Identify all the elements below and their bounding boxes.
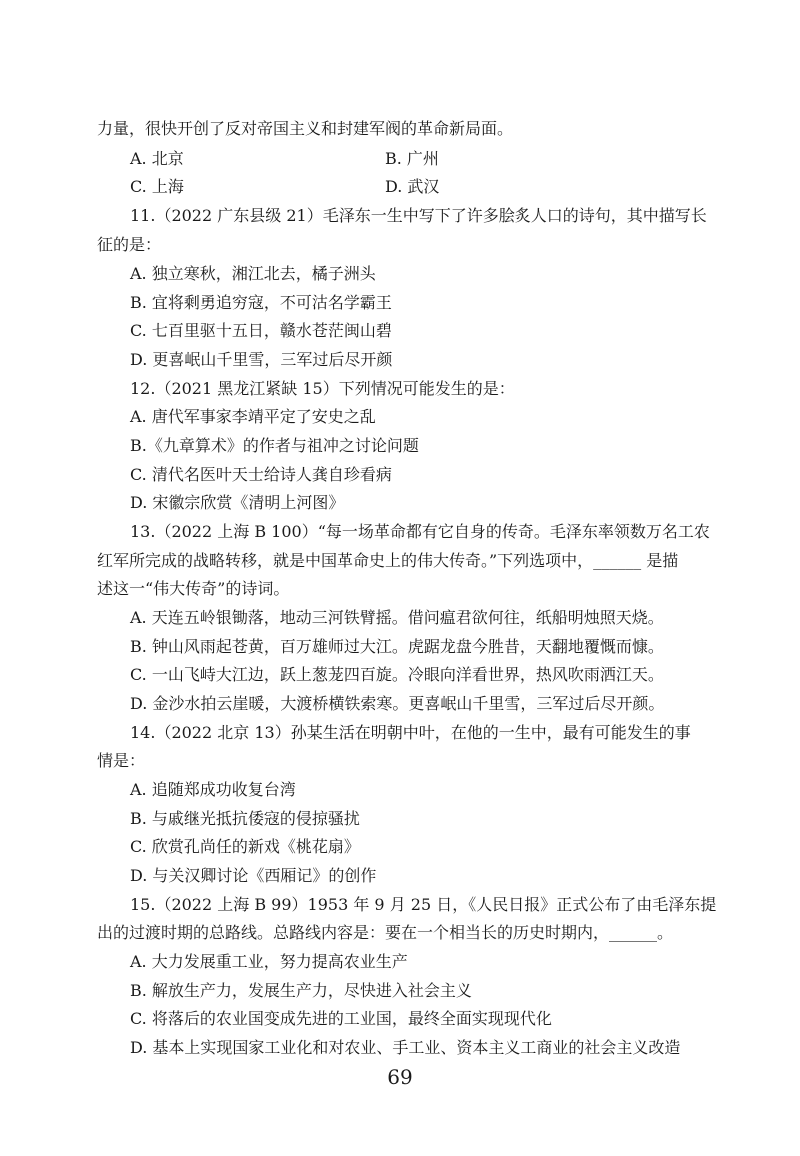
q11-stem-line2: 征的是： [97, 235, 162, 254]
q13-option-c: C. 一山飞峙大江边，跃上葱茏四百旋。冷眼向洋看世界，热风吹雨洒江天。 [130, 665, 664, 684]
q12-stem: 12.（2021 黑龙江紧缺 15）下列情况可能发生的是： [130, 379, 515, 398]
q14-stem-line2: 情是： [97, 751, 146, 770]
q13-option-b: B. 钟山风雨起苍黄，百万雄师过大江。虎踞龙盘今胜昔，天翻地覆慨而慷。 [130, 637, 664, 656]
q10-stem-tail: 力量，很快开创了反对帝国主义和封建军阀的革命新局面。 [97, 119, 514, 138]
q13-stem-line3: 述这一“伟大传奇”的诗词。 [97, 579, 290, 598]
q10-option-a: A. 北京 [130, 149, 184, 168]
q13-stem-line2: 红军所完成的战略转移，就是中国革命史上的伟大传奇。”下列选项中，______ 是描 [97, 551, 679, 570]
q12-option-c: C. 清代名医叶天士给诗人龚自珍看病 [130, 465, 392, 484]
q11-option-d: D. 更喜岷山千里雪，三军过后尽开颜 [130, 350, 393, 369]
q11-option-c: C. 七百里驱十五日，赣水苍茫闽山碧 [130, 321, 392, 340]
q14-stem-line1: 14.（2022 北京 13）孙某生活在明朝中叶，在他的一生中，最有可能发生的事 [130, 723, 691, 742]
q15-option-b: B. 解放生产力，发展生产力，尽快进入社会主义 [130, 981, 472, 1000]
q11-option-a: A. 独立寒秋，湘江北去，橘子洲头 [130, 264, 376, 283]
q15-option-a: A. 大力发展重工业，努力提高农业生产 [130, 952, 408, 971]
q14-option-a: A. 追随郑成功收复台湾 [130, 780, 296, 799]
page-number: 69 [387, 1065, 413, 1089]
q10-option-b: B. 广州 [385, 149, 439, 168]
q12-option-d: D. 宋徽宗欣赏《清明上河图》 [130, 493, 345, 512]
q13-option-d: D. 金沙水拍云崖暖，大渡桥横铁索寒。更喜岷山千里雪，三军过后尽开颜。 [130, 694, 665, 713]
q11-stem-line1: 11.（2022 广东县级 21）毛泽东一生中写下了许多脍炙人口的诗句，其中描写长 [130, 206, 707, 225]
q11-option-b: B. 宜将剩勇追穷寇，不可沽名学霸王 [130, 293, 392, 312]
q15-option-d: D. 基本上实现国家工业化和对农业、手工业、资本主义工商业的社会主义改造 [130, 1038, 681, 1057]
q13-stem-line1: 13.（2022 上海 B 100）“每一场革命都有它自身的传奇。毛泽东率领数万名工农 [130, 522, 710, 541]
q14-option-c: C. 欣赏孔尚任的新戏《桃花扇》 [130, 837, 360, 856]
q15-option-c: C. 将落后的农业国变成先进的工业国，最终全面实现现代化 [130, 1009, 552, 1028]
q10-option-d: D. 武汉 [385, 177, 440, 196]
q12-option-a: A. 唐代军事家李靖平定了安史之乱 [130, 407, 376, 426]
q13-option-a: A. 天连五岭银锄落，地动三河铁臂摇。借问瘟君欲何往，纸船明烛照天烧。 [130, 608, 664, 627]
q12-option-b: B.《九章算术》的作者与祖冲之讨论问题 [130, 436, 419, 455]
q15-stem-line2: 出的过渡时期的总路线。总路线内容是：要在一个相当长的历史时期内，______。 [97, 923, 674, 942]
q14-option-d: D. 与关汉卿讨论《西厢记》的创作 [130, 866, 377, 885]
q10-option-c: C. 上海 [130, 177, 184, 196]
q15-stem-line1: 15.（2022 上海 B 99）1953 年 9 月 25 日，《人民日报》正式公布了由毛泽东提 [130, 895, 717, 914]
q14-option-b: B. 与戚继光抵抗倭寇的侵掠骚扰 [130, 809, 360, 828]
